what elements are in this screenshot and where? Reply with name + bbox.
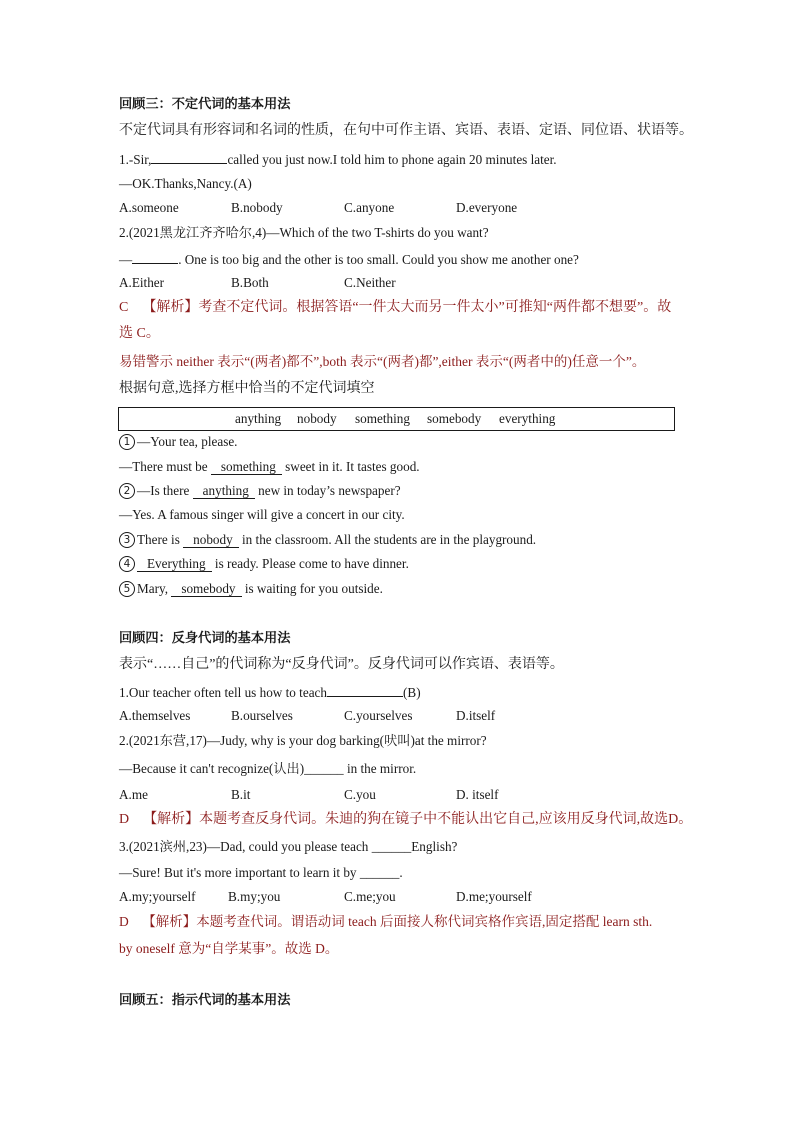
option-b: B.Both bbox=[231, 275, 269, 290]
analysis-text: 考查不定代词。根据答语“一件太大而另一件太小”可推知“两件都不想要”。故 bbox=[198, 300, 672, 315]
exercise-item-4 bbox=[119, 555, 409, 573]
option-b: B.my;you bbox=[228, 889, 281, 904]
filled-answer[interactable]: something bbox=[211, 459, 282, 475]
exercise-item-1-answer-line bbox=[119, 458, 420, 476]
exercise-item-3 bbox=[119, 531, 536, 549]
answer-blank[interactable] bbox=[132, 250, 178, 264]
item-pre: There is bbox=[137, 532, 184, 547]
s4-q3-analysis bbox=[119, 913, 652, 931]
analysis-tag: 【解析】 bbox=[142, 300, 199, 315]
item-line: —Your tea, please. bbox=[137, 434, 238, 449]
section-4-heading: 回顾四：反身代词的基本用法 bbox=[119, 630, 291, 645]
option-a: A.my;yourself bbox=[119, 889, 196, 904]
item-number: 3 bbox=[119, 532, 135, 548]
s4-q3-reply: —Sure! But it's more important to learn it by ______. bbox=[119, 865, 403, 880]
option-b: B.ourselves bbox=[231, 708, 293, 723]
section-3-heading: 回顾三：不定代词的基本用法 bbox=[119, 96, 291, 111]
item-post: is ready. Please come to have dinner. bbox=[211, 556, 409, 571]
option-c: C.anyone bbox=[344, 200, 395, 215]
word-box-item: anything bbox=[235, 411, 282, 426]
s4-q2-reply: —Because it can't recognize(认出)______ in the mirror. bbox=[119, 761, 417, 776]
s3-q1-stem bbox=[119, 150, 557, 169]
s3-q2-reply bbox=[119, 250, 579, 269]
item-post: new in today’s newspaper? bbox=[254, 483, 401, 498]
exercise-instruction: 根据句意,选择方框中恰当的不定代词填空 bbox=[119, 381, 375, 396]
s3-q2-pre: — bbox=[119, 252, 133, 267]
filled-answer[interactable]: somebody bbox=[171, 581, 241, 597]
word-box bbox=[118, 407, 675, 431]
exercise-item-5 bbox=[119, 580, 383, 598]
s3-q2-post: . One is too big and the other is too small. Could you show me another one? bbox=[178, 252, 579, 267]
option-c: C.me;you bbox=[344, 889, 396, 904]
s4-q3-stem: 3.(2021滨州,23)—Dad, could you please teach ______English? bbox=[119, 839, 458, 854]
option-d: D.me;yourself bbox=[456, 889, 532, 904]
exercise-item-2-reply: —Yes. A famous singer will give a concert in our city. bbox=[119, 507, 405, 522]
word-box-item: somebody bbox=[427, 411, 482, 426]
item-pre: Mary, bbox=[137, 581, 172, 596]
option-a: A.themselves bbox=[119, 708, 191, 723]
answer-blank[interactable] bbox=[151, 150, 227, 164]
option-b: B.nobody bbox=[231, 200, 283, 215]
option-a: A.someone bbox=[119, 200, 179, 215]
filled-answer[interactable]: nobody bbox=[183, 532, 239, 548]
item-post: in the classroom. All the students are in the playground. bbox=[238, 532, 537, 547]
analysis-text: 【解析】本题考查反身代词。朱迪的狗在镜子中不能认出它自己,应该用反身代词,故选D。 bbox=[143, 812, 693, 827]
word-box-item: everything bbox=[499, 411, 556, 426]
error-warning: 易错警示 neither 表示“(两者)都不”,both 表示“(两者)都”,either 表示“(两者中的)任意一个”。 bbox=[119, 354, 646, 369]
option-b: B.it bbox=[231, 787, 251, 802]
answer-key: D bbox=[119, 812, 130, 827]
option-c: C.yourselves bbox=[344, 708, 413, 723]
analysis-text: 【解析】本题考查代词。谓语动词 teach 后面接人称代词宾格作宾语,固定搭配 learn sth. bbox=[142, 914, 653, 929]
item-pre: —Is there bbox=[137, 483, 193, 498]
item-number: 2 bbox=[119, 483, 135, 499]
item-number: 1 bbox=[119, 434, 135, 450]
answer-blank[interactable] bbox=[327, 683, 403, 697]
s3-q2-analysis-cont: 选 C。 bbox=[119, 326, 160, 341]
s4-q1-stem bbox=[119, 683, 421, 702]
item-pre: —There must be bbox=[119, 459, 211, 474]
option-a: A.Either bbox=[119, 275, 165, 290]
filled-answer[interactable]: Everything bbox=[137, 556, 212, 572]
filled-answer[interactable]: anything bbox=[193, 483, 255, 499]
s3-q1-reply: —OK.Thanks,Nancy.(A) bbox=[119, 176, 252, 191]
option-a: A.me bbox=[119, 787, 148, 802]
s4-q2-stem: 2.(2021东营,17)—Judy, why is your dog barking(吠叫)at the mirror? bbox=[119, 733, 487, 748]
item-number: 4 bbox=[119, 556, 135, 572]
section-5-heading: 回顾五：指示代词的基本用法 bbox=[119, 992, 291, 1007]
item-post: is waiting for you outside. bbox=[241, 581, 383, 596]
s3-q2-stem: 2.(2021黑龙江齐齐哈尔,4)—Which of the two T-shirts do you want? bbox=[119, 225, 489, 240]
section-4-intro: 表示“……自己”的代词称为“反身代词”。反身代词可以作宾语、表语等。 bbox=[119, 657, 564, 672]
option-c: C.Neither bbox=[344, 275, 396, 290]
word-box-item: something bbox=[355, 411, 410, 426]
s4-q3-analysis-cont: by oneself 意为“自学某事”。故选 D。 bbox=[119, 941, 339, 956]
option-d: D.everyone bbox=[456, 200, 518, 215]
option-d: D.itself bbox=[456, 708, 496, 723]
answer-key: C bbox=[119, 300, 129, 315]
s3-q1-pre: 1.-Sir, bbox=[119, 152, 152, 167]
exercise-item-2 bbox=[119, 482, 401, 500]
item-post: sweet in it. It tastes good. bbox=[281, 459, 420, 474]
word-box-item: nobody bbox=[297, 411, 337, 426]
s4-q2-analysis bbox=[119, 811, 692, 829]
section-3-intro: 不定代词具有形容词和名词的性质，在句中可作主语、宾语、表语、定语、同位语、状语等。 bbox=[119, 123, 693, 138]
exercise-item-1 bbox=[119, 433, 237, 451]
s4-q1-pre: 1.Our teacher often tell us how to teach bbox=[119, 685, 327, 700]
option-d: D. itself bbox=[456, 787, 499, 802]
s3-q2-analysis bbox=[119, 299, 671, 317]
s3-q1-post: called you just now.I told him to phone again 20 minutes later. bbox=[227, 152, 557, 167]
item-number: 5 bbox=[119, 581, 135, 597]
answer-key: D bbox=[119, 914, 129, 929]
s4-q1-post: (B) bbox=[403, 685, 421, 700]
option-c: C.you bbox=[344, 787, 376, 802]
